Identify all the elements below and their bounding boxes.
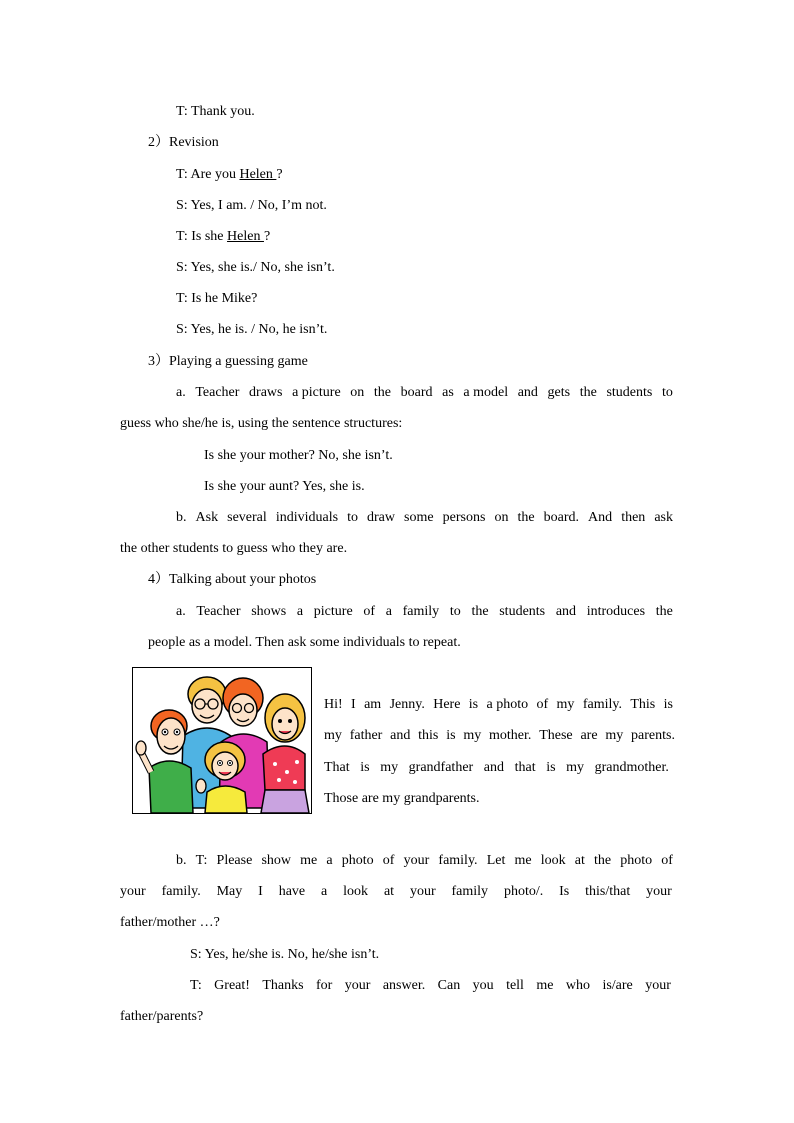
- word: is: [546, 760, 556, 775]
- word: your: [645, 978, 671, 993]
- section-heading-guessing-game: 3）Playing a guessing game: [148, 354, 308, 369]
- word: my: [324, 728, 342, 743]
- word: I: [351, 697, 356, 712]
- word: These: [539, 728, 573, 743]
- word: parents.: [631, 728, 675, 743]
- word: my: [380, 760, 399, 775]
- word: a model: [463, 385, 509, 400]
- word: is: [446, 728, 456, 743]
- word: then: [621, 510, 646, 525]
- word: a.: [176, 385, 186, 400]
- word: several: [227, 510, 267, 525]
- word: my: [566, 760, 585, 775]
- word: family: [451, 884, 489, 899]
- word: your: [646, 884, 672, 899]
- word: your: [120, 884, 146, 899]
- word: a picture: [292, 385, 341, 400]
- word: a: [385, 604, 392, 619]
- word: Is: [559, 884, 570, 899]
- section-heading-talking-photos: 4）Talking about your photos: [148, 572, 317, 587]
- example-sentence: Is she your aunt? Yes, she is.: [204, 479, 365, 494]
- word: is/are: [602, 978, 633, 993]
- word: me: [514, 853, 532, 868]
- word: mother.: [489, 728, 532, 743]
- word: grandfather: [408, 760, 474, 775]
- word: and: [390, 728, 411, 743]
- word: the: [655, 604, 673, 619]
- word: on: [494, 510, 509, 525]
- word: of: [536, 697, 549, 712]
- word: some: [404, 510, 434, 525]
- word: the: [579, 385, 597, 400]
- word: students: [606, 385, 653, 400]
- word: is: [360, 760, 370, 775]
- word: the: [517, 510, 535, 525]
- word: Great!: [214, 978, 250, 993]
- word: Please: [216, 853, 253, 868]
- word: that: [514, 760, 536, 775]
- word: and: [555, 604, 577, 619]
- word: Let: [486, 853, 506, 868]
- word: as: [442, 385, 454, 400]
- family-illustration: [133, 668, 311, 813]
- word: photo: [620, 853, 653, 868]
- dialogue-line: S: Yes, she is./ No, she isn’t.: [176, 260, 335, 275]
- word: answer.: [382, 978, 426, 993]
- word: a photo: [486, 697, 529, 712]
- word: picture: [313, 604, 353, 619]
- word: b.: [176, 510, 187, 525]
- word: ask: [654, 510, 673, 525]
- word: board.: [543, 510, 579, 525]
- word: T:: [190, 978, 202, 993]
- word: Teacher: [196, 604, 241, 619]
- word: this: [418, 728, 439, 743]
- dialogue-line: [176, 228, 270, 246]
- dialogue-line: S: Yes, he is. / No, he isn’t.: [176, 322, 328, 337]
- text-fragment: T: Are you: [176, 167, 240, 182]
- word: gets: [547, 385, 571, 400]
- paragraph-line: [176, 509, 673, 527]
- word: look: [343, 884, 369, 899]
- word: photo: [341, 853, 374, 868]
- underlined-name: Helen: [239, 167, 277, 182]
- example-sentence: Is she your mother? No, she isn’t.: [204, 448, 393, 463]
- word: show: [261, 853, 291, 868]
- paragraph-line: the other students to guess who they are.: [120, 541, 348, 556]
- word: this/that: [585, 884, 631, 899]
- word: the: [594, 853, 612, 868]
- dialogue-line: S: Yes, he/she is. No, he/she isn’t.: [190, 947, 380, 962]
- word: T:: [195, 853, 208, 868]
- word: look: [540, 853, 566, 868]
- paragraph-line: [176, 384, 673, 402]
- word: to: [449, 604, 461, 619]
- word: This: [630, 697, 656, 712]
- word: to: [661, 385, 673, 400]
- word: tell: [506, 978, 524, 993]
- word: a: [326, 853, 333, 868]
- section-heading-revision: 2）Revision: [148, 135, 219, 150]
- word: at: [383, 884, 395, 899]
- word: the: [471, 604, 489, 619]
- word: and: [483, 760, 505, 775]
- paragraph-line: father/mother …?: [120, 915, 220, 930]
- family-picture: [132, 667, 312, 814]
- word: father: [349, 728, 383, 743]
- word: is: [663, 697, 673, 712]
- word: your: [344, 978, 371, 993]
- word: at: [574, 853, 585, 868]
- word: draw: [367, 510, 395, 525]
- word: Hi!: [324, 697, 343, 712]
- word: of: [382, 853, 395, 868]
- paragraph-line: [176, 852, 673, 870]
- underlined-name: Helen: [227, 229, 264, 244]
- word: Teacher: [195, 385, 240, 400]
- word: b.: [176, 853, 187, 868]
- caption-line: [324, 727, 675, 745]
- text-fragment: T: Is she: [176, 229, 228, 244]
- word: family.: [161, 884, 201, 899]
- word: photo/.: [503, 884, 544, 899]
- word: my: [605, 728, 624, 743]
- word: and: [517, 385, 538, 400]
- word: shows: [251, 604, 287, 619]
- caption-line: Those are my grandparents.: [324, 791, 480, 806]
- word: board: [400, 385, 433, 400]
- dialogue-line: [176, 166, 283, 184]
- word: family.: [582, 697, 622, 712]
- word: And: [588, 510, 613, 525]
- word: a: [296, 604, 304, 619]
- caption-line: [324, 759, 669, 777]
- word: on: [350, 385, 365, 400]
- word: I: [258, 884, 263, 899]
- word: Here: [433, 697, 461, 712]
- dialogue-line: T: Is he Mike?: [176, 291, 258, 306]
- word: my: [463, 728, 482, 743]
- word: of: [661, 853, 673, 868]
- dialogue-line: T: Thank you.: [176, 104, 255, 119]
- word: family.: [438, 853, 478, 868]
- word: to: [347, 510, 358, 525]
- word: family: [402, 604, 440, 619]
- word: am: [364, 697, 382, 712]
- paragraph-line: [176, 603, 673, 621]
- word: May: [216, 884, 243, 899]
- word: Ask: [195, 510, 219, 525]
- caption-line: [324, 696, 673, 714]
- word: my: [556, 697, 575, 712]
- word: That: [324, 760, 350, 775]
- word: Thanks: [262, 978, 304, 993]
- word: you: [472, 978, 494, 993]
- word: persons: [442, 510, 486, 525]
- word: a: [321, 884, 328, 899]
- paragraph-line: guess who she/he is, using the sentence structures:: [120, 416, 403, 431]
- word: me: [536, 978, 554, 993]
- text-fragment: ?: [263, 229, 271, 244]
- word: Jenny.: [389, 697, 425, 712]
- word: individuals: [275, 510, 339, 525]
- text-fragment: ?: [276, 167, 283, 182]
- paragraph-line: [120, 883, 672, 901]
- paragraph-line: [190, 977, 671, 995]
- word: is: [468, 697, 479, 712]
- word: a.: [176, 604, 186, 619]
- word: grandmother.: [594, 760, 669, 775]
- word: who: [565, 978, 591, 993]
- paragraph-line: people as a model. Then ask some individuals to repeat.: [148, 635, 461, 650]
- word: students: [499, 604, 546, 619]
- word: for: [316, 978, 333, 993]
- word: your: [403, 853, 430, 868]
- word: have: [278, 884, 306, 899]
- word: draws: [249, 385, 283, 400]
- dialogue-line: S: Yes, I am. / No, I’m not.: [176, 198, 327, 213]
- word: of: [363, 604, 376, 619]
- word: me: [300, 853, 318, 868]
- word: Can: [437, 978, 461, 993]
- word: the: [373, 385, 391, 400]
- word: are: [580, 728, 598, 743]
- word: your: [409, 884, 436, 899]
- word: introduces: [586, 604, 646, 619]
- paragraph-line: father/parents?: [120, 1009, 204, 1024]
